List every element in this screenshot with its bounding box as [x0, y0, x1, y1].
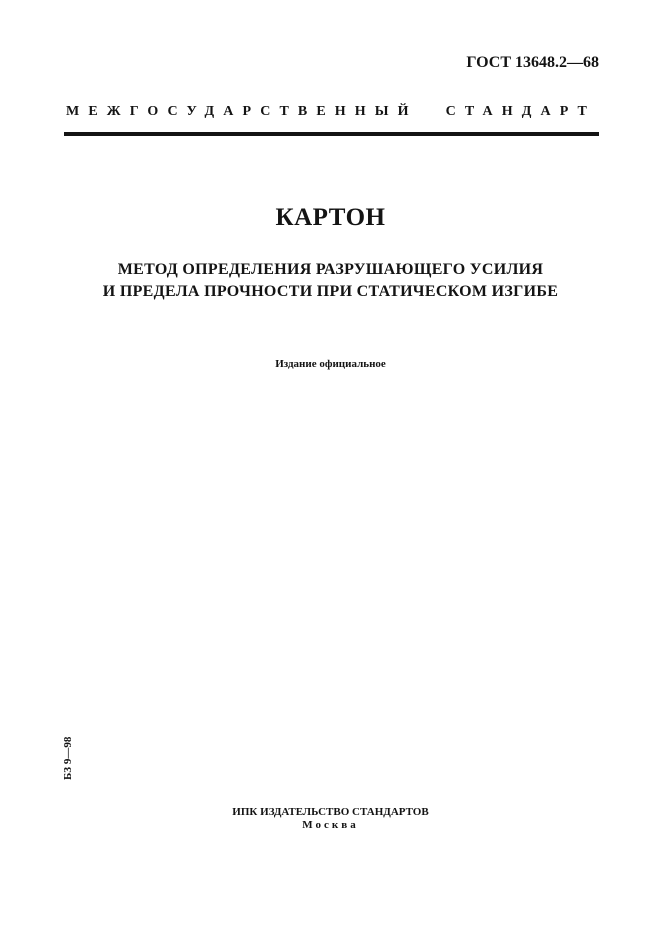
- subtitle-line-1: МЕТОД ОПРЕДЕЛЕНИЯ РАЗРУШАЮЩЕГО УСИЛИЯ: [117, 261, 544, 278]
- standard-type-word-standard: СТАНДАРТ: [445, 104, 596, 119]
- subtitle-line-2: И ПРЕДЕЛА ПРОЧНОСТИ ПРИ СТАТИЧЕСКОМ ИЗГИБЕ: [102, 283, 559, 300]
- publisher-name: ИПК ИЗДАТЕЛЬСТВО СТАНДАРТОВ: [232, 806, 429, 818]
- standard-type-word-interstate: МЕЖГОСУДАРСТВЕННЫЙ: [66, 104, 418, 119]
- side-catalog-code: БЗ 9—98: [62, 736, 74, 780]
- edition-note: Издание официальное: [275, 358, 386, 370]
- publisher-city: Москва: [302, 819, 359, 831]
- page-subtitle: [0, 259, 661, 303]
- standard-type-heading: [66, 104, 600, 120]
- page-title: КАРТОН: [275, 204, 386, 231]
- document-code: ГОСТ 13648.2—68: [466, 54, 599, 71]
- header-divider: [64, 132, 599, 136]
